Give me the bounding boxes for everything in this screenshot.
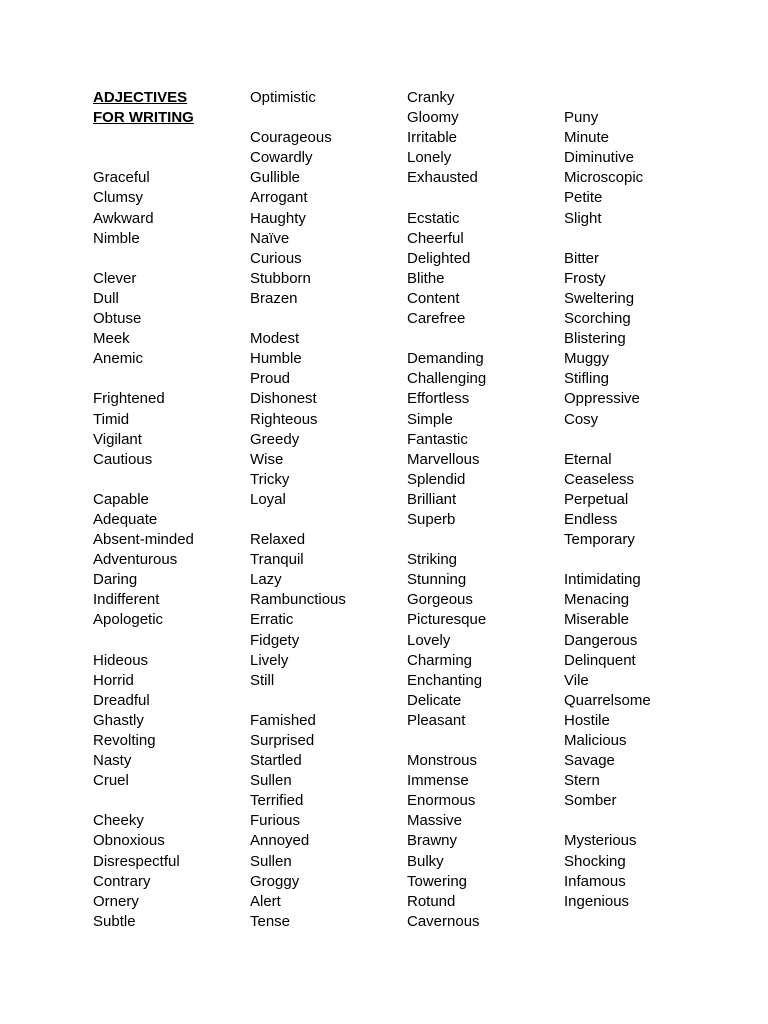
adjective-word: Bitter [564, 249, 600, 267]
word-column-2 [250, 88, 410, 932]
adjective-word: Frightened [93, 390, 165, 408]
adjective-word: Nasty [93, 752, 132, 770]
adjective-word: Erratic [250, 611, 294, 629]
blank-line [93, 128, 253, 148]
blank-line [93, 791, 253, 811]
adjective-word: Startled [250, 752, 302, 770]
adjective-word: Frosty [564, 269, 606, 287]
adjective-word: Naïve [250, 229, 290, 247]
blank-line [93, 631, 253, 651]
adjective-word: Lively [250, 651, 289, 669]
adjective-word: Pleasant [407, 711, 466, 729]
adjective-word: Terrified [250, 792, 304, 810]
adjective-word: Stubborn [250, 269, 311, 287]
adjective-word: Sweltering [564, 289, 635, 307]
adjective-word: Slight [564, 209, 602, 227]
adjective-word: Greedy [250, 430, 300, 448]
adjective-word: Cranky [407, 89, 455, 106]
blank-line [250, 510, 410, 530]
adjective-word: Enchanting [407, 671, 483, 689]
adjective-word: Malicious [564, 732, 627, 749]
blank-line [93, 470, 253, 490]
adjective-word: Brazen [250, 289, 298, 307]
adjective-word: Awkward [93, 209, 154, 227]
adjective-word: Ornery [93, 892, 139, 910]
adjective-word: Obnoxious [93, 832, 165, 850]
adjective-word: Delicate [407, 691, 462, 709]
adjective-word: Gloomy [407, 109, 459, 127]
adjective-word: Groggy [250, 872, 300, 890]
adjective-word: Menacing [564, 591, 630, 609]
document-title-line: FOR WRITING [93, 109, 194, 127]
adjective-word: Perpetual [564, 490, 629, 508]
adjective-word: Cavernous [407, 912, 480, 930]
adjective-word: Ghastly [93, 711, 144, 729]
adjective-word: Sullen [250, 772, 292, 790]
adjective-word: Blistering [564, 330, 626, 348]
blank-line [564, 88, 724, 108]
adjective-word: Striking [407, 551, 458, 569]
adjective-word: Annoyed [250, 832, 310, 850]
adjective-word: Endless [564, 510, 618, 528]
adjective-word: Surprised [250, 732, 315, 749]
adjective-word: Cheerful [407, 229, 464, 247]
adjective-word: Vile [564, 671, 589, 689]
adjective-word: Picturesque [407, 611, 487, 629]
blank-line [564, 430, 724, 450]
adjective-word: Fidgety [250, 631, 300, 649]
adjective-word: Tense [250, 912, 291, 930]
adjective-word: Petite [564, 189, 603, 207]
adjective-word: Righteous [250, 410, 318, 428]
adjective-word: Simple [407, 410, 453, 428]
adjective-word: Proud [250, 370, 291, 388]
blank-line [407, 731, 567, 751]
adjective-word: Challenging [407, 370, 487, 388]
blank-line [93, 148, 253, 168]
adjective-word: Demanding [407, 350, 484, 368]
adjective-word: Horrid [93, 671, 134, 689]
adjective-word: Eternal [564, 450, 612, 468]
adjective-word: Diminutive [564, 149, 635, 167]
blank-line [407, 530, 567, 550]
adjective-word: Graceful [93, 169, 150, 187]
word-column-1 [93, 88, 253, 932]
adjective-word: Lazy [250, 571, 282, 589]
adjective-word: Cosy [564, 410, 599, 428]
adjective-word: Cautious [93, 450, 153, 468]
adjective-word: Adventurous [93, 551, 178, 569]
adjective-word: Delighted [407, 249, 471, 267]
adjective-word: Minute [564, 129, 610, 147]
adjective-word: Mysterious [564, 832, 637, 850]
adjective-word: Shocking [564, 852, 626, 870]
adjective-word: Clumsy [93, 189, 144, 207]
word-column-3 [407, 88, 567, 932]
adjective-word: Lovely [407, 631, 451, 649]
adjective-word: Irritable [407, 129, 458, 147]
adjective-word: Scorching [564, 310, 631, 328]
adjective-word: Enormous [407, 792, 476, 810]
adjective-word: Splendid [407, 470, 466, 488]
adjective-word: Infamous [564, 872, 626, 890]
adjective-word: Arrogant [250, 189, 308, 207]
document-title-line: ADJECTIVES [93, 89, 188, 106]
adjective-word: Miserable [564, 611, 630, 629]
adjective-word: Absent-minded [93, 531, 194, 549]
adjective-word: Gullible [250, 169, 301, 187]
adjective-word: Hostile [564, 711, 610, 729]
word-column-4 [564, 88, 724, 912]
adjective-word: Brawny [407, 832, 458, 850]
adjective-word: Cheeky [93, 812, 144, 830]
adjective-word: Loyal [250, 490, 286, 508]
adjective-word: Clever [93, 269, 137, 287]
adjective-word: Curious [250, 249, 302, 267]
adjective-word: Nimble [93, 229, 140, 247]
adjective-word: Delinquent [564, 651, 636, 669]
adjective-word: Dangerous [564, 631, 638, 649]
adjective-word: Marvellous [407, 450, 480, 468]
adjective-word: Lonely [407, 149, 452, 167]
adjective-word: Rambunctious [250, 591, 346, 609]
adjective-word: Rotund [407, 892, 456, 910]
blank-line [564, 229, 724, 249]
adjective-word: Indifferent [93, 591, 160, 609]
adjective-word: Sullen [250, 852, 292, 870]
adjective-word: Wise [250, 450, 284, 468]
blank-line [250, 691, 410, 711]
adjective-word: Stern [564, 772, 600, 790]
adjective-word: Carefree [407, 310, 466, 328]
adjective-word: Tranquil [250, 551, 304, 569]
blank-line [564, 550, 724, 570]
adjective-word: Modest [250, 330, 300, 348]
adjective-word: Still [250, 671, 275, 689]
adjective-word: Content [407, 289, 460, 307]
adjective-word: Cruel [93, 772, 129, 790]
adjective-word: Muggy [564, 350, 610, 368]
adjective-word: Stunning [407, 571, 467, 589]
adjective-word: Immense [407, 772, 469, 790]
adjective-word: Subtle [93, 912, 136, 930]
adjective-word: Adequate [93, 510, 158, 528]
adjective-word: Alert [250, 892, 281, 910]
adjective-word: Haughty [250, 209, 306, 227]
adjective-word: Fantastic [407, 430, 468, 448]
adjective-word: Capable [93, 490, 149, 508]
adjective-word: Blithe [407, 269, 445, 287]
adjective-word: Bulky [407, 852, 444, 870]
adjective-word: Puny [564, 109, 599, 127]
adjective-word: Anemic [93, 350, 144, 368]
adjective-word: Intimidating [564, 571, 641, 589]
blank-line [250, 108, 410, 128]
adjective-word: Vigilant [93, 430, 142, 448]
adjective-word: Somber [564, 792, 617, 810]
adjective-word: Ceaseless [564, 470, 635, 488]
adjective-word: Oppressive [564, 390, 640, 408]
adjective-word: Disrespectful [93, 852, 180, 870]
adjective-word: Timid [93, 410, 130, 428]
adjective-word: Cowardly [250, 149, 313, 167]
adjective-word: Meek [93, 330, 130, 348]
adjective-word: Exhausted [407, 169, 478, 187]
blank-line [564, 811, 724, 831]
adjective-word: Furious [250, 812, 301, 830]
adjective-word: Gorgeous [407, 591, 473, 609]
adjective-word: Charming [407, 651, 473, 669]
adjective-word: Effortless [407, 390, 470, 408]
adjective-word: Relaxed [250, 531, 306, 549]
adjective-word: Microscopic [564, 169, 644, 187]
adjective-word: Daring [93, 571, 138, 589]
adjective-word: Ecstatic [407, 209, 460, 227]
adjective-word: Brilliant [407, 490, 457, 508]
adjective-word: Ingenious [564, 892, 630, 910]
adjective-word: Optimistic [250, 89, 316, 106]
adjective-word: Superb [407, 510, 456, 528]
blank-line [93, 369, 253, 389]
adjective-word: Quarrelsome [564, 691, 651, 709]
adjective-word: Revolting [93, 732, 156, 749]
adjective-word: Humble [250, 350, 302, 368]
adjective-word: Courageous [250, 129, 332, 147]
blank-line [93, 249, 253, 269]
adjective-word: Stifling [564, 370, 610, 388]
adjective-word: Massive [407, 812, 463, 830]
adjective-word: Tricky [250, 470, 290, 488]
adjective-word: Dishonest [250, 390, 317, 408]
adjective-word: Temporary [564, 531, 635, 549]
adjective-word: Hideous [93, 651, 149, 669]
adjective-word: Famished [250, 711, 316, 729]
blank-line [407, 329, 567, 349]
adjective-word: Dull [93, 289, 119, 307]
adjective-word: Savage [564, 752, 615, 770]
adjective-word: Contrary [93, 872, 151, 890]
adjective-word: Dreadful [93, 691, 150, 709]
adjective-word: Monstrous [407, 752, 478, 770]
blank-line [250, 309, 410, 329]
adjective-word: Apologetic [93, 611, 164, 629]
adjective-word: Obtuse [93, 310, 142, 328]
blank-line [407, 188, 567, 208]
adjective-word: Towering [407, 872, 468, 890]
